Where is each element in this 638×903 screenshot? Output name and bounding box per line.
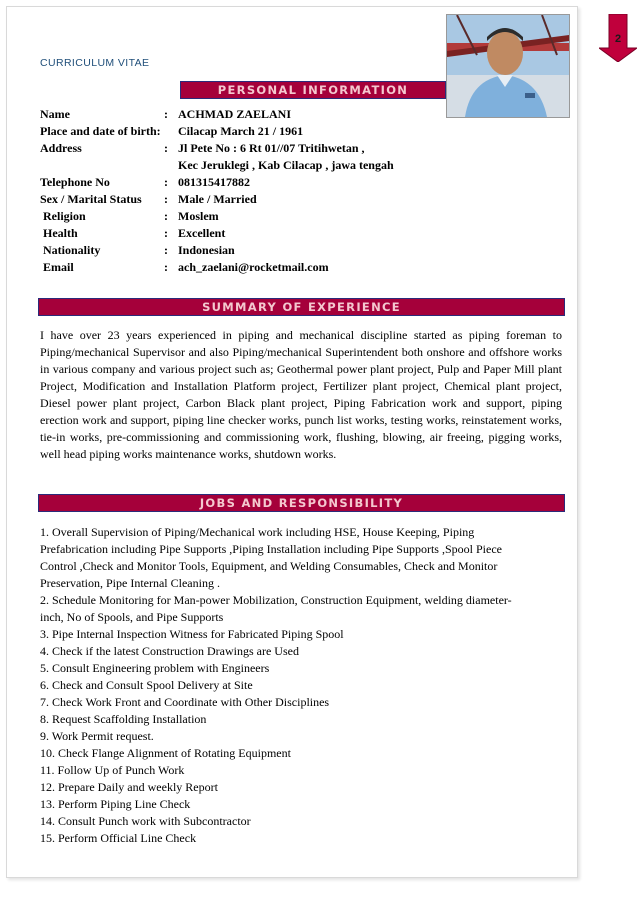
profile-photo bbox=[446, 14, 570, 118]
jobs-line: 11. Follow Up of Punch Work bbox=[40, 763, 185, 777]
jobs-line: 12. Prepare Daily and weekly Report bbox=[40, 780, 218, 794]
personal-info-row-health bbox=[40, 225, 394, 242]
info-colon bbox=[164, 157, 178, 174]
info-label: Nationality bbox=[43, 243, 101, 257]
jobs-line: 2. Schedule Monitoring for Man-power Mobilization, Construction Equipment, welding diameter- bbox=[40, 593, 512, 607]
info-colon: : bbox=[164, 192, 168, 206]
section-bar-summary-of-experience: SUMMARY OF EXPERIENCE bbox=[38, 298, 565, 316]
jobs-line: inch, No of Spools, and Pipe Supports bbox=[40, 610, 224, 624]
jobs-line: Preservation, Pipe Internal Cleaning . bbox=[40, 576, 220, 590]
summary-paragraph: I have over 23 years experienced in piping and mechanical discipline started as piping foreman to Piping/mechanical Supervisor and also Piping/mechanical Superintendent both onshore and offshore works in various company and various project such as; Geothermal power plant project, Pulp and Paper Mill plant Project, Modification and Installation Platform project, Fertilizer plant project, Chemical plant project, Diesel power plant project, Carbon Black plant project, Piping Fabrication work and support, piping erection work and support, piping line checker works, punch list works, testing works, reinstatement works, tie-in works, pre-commissioning and commissioning work, flushing, blowing, air freeing, pigging works, well head piping works maintenance works, shutdown works. bbox=[40, 328, 562, 461]
personal-info-row-religion bbox=[40, 208, 394, 225]
info-colon: : bbox=[164, 243, 168, 257]
info-label: Address bbox=[40, 141, 82, 155]
info-value: Jl Pete No : 6 Rt 01//07 Tritihwetan , bbox=[178, 141, 365, 155]
personal-info-row-telephone bbox=[40, 174, 394, 191]
jobs-line: 14. Consult Punch work with Subcontractor bbox=[40, 814, 251, 828]
info-label bbox=[40, 157, 164, 174]
jobs-line: 15. Perform Official Line Check bbox=[40, 831, 197, 845]
info-value: Kec Jeruklegi , Kab Cilacap , jawa tengah bbox=[178, 158, 394, 172]
section-bar-personal-information: PERSONAL INFORMATION bbox=[180, 81, 446, 99]
info-label: Telephone No bbox=[40, 175, 110, 189]
personal-info-list bbox=[40, 106, 394, 276]
info-colon: : bbox=[164, 107, 168, 121]
personal-info-row-address bbox=[40, 140, 394, 157]
info-label: Religion bbox=[43, 209, 86, 223]
info-value: 081315417882 bbox=[178, 175, 250, 189]
jobs-line: 6. Check and Consult Spool Delivery at Site bbox=[40, 678, 253, 692]
jobs-list bbox=[40, 524, 566, 847]
jobs-line: 1. Overall Supervision of Piping/Mechanical work including HSE, House Keeping, Piping bbox=[40, 525, 475, 539]
page-number-tag bbox=[599, 14, 637, 62]
info-colon: : bbox=[164, 141, 168, 155]
personal-info-row-name bbox=[40, 106, 394, 123]
jobs-line: 3. Pipe Internal Inspection Witness for Fabricated Piping Spool bbox=[40, 627, 344, 641]
personal-info-row-birth bbox=[40, 123, 394, 140]
info-value: ach_zaelani@rocketmail.com bbox=[178, 260, 329, 274]
jobs-line: 4. Check if the latest Construction Drawings are Used bbox=[40, 644, 299, 658]
info-value: Cilacap March 21 / 1961 bbox=[178, 124, 304, 138]
info-label: Email bbox=[43, 260, 74, 274]
info-colon: : bbox=[164, 260, 168, 274]
jobs-line: Control ,Check and Monitor Tools, Equipment, and Welding Consumables, Check and Monitor bbox=[40, 559, 498, 573]
jobs-line: 8. Request Scaffolding Installation bbox=[40, 712, 207, 726]
jobs-line: 9. Work Permit request. bbox=[40, 729, 154, 743]
page-number: 2 bbox=[614, 33, 622, 45]
info-colon: : bbox=[164, 226, 168, 240]
info-colon: : bbox=[164, 209, 168, 223]
jobs-line: 13. Perform Piping Line Check bbox=[40, 797, 191, 811]
info-value: ACHMAD ZAELANI bbox=[178, 107, 292, 121]
document-heading: CURRICULUM VITAE bbox=[40, 57, 150, 69]
jobs-line: 7. Check Work Front and Coordinate with Other Disciplines bbox=[40, 695, 330, 709]
info-label: Sex / Marital Status bbox=[40, 192, 142, 206]
info-value: Indonesian bbox=[178, 243, 235, 257]
personal-info-row-sex-marital bbox=[40, 191, 394, 208]
profile-photo-illustration bbox=[447, 15, 569, 117]
info-colon: : bbox=[164, 175, 168, 189]
jobs-line: 10. Check Flange Alignment of Rotating Equipment bbox=[40, 746, 291, 760]
info-value: Moslem bbox=[178, 209, 219, 223]
info-label: Place and date of birth: bbox=[40, 124, 161, 138]
info-label: Name bbox=[40, 107, 70, 121]
section-bar-jobs-and-responsibility: JOBS AND RESPONSIBILITY bbox=[38, 494, 565, 512]
info-value: Male / Married bbox=[178, 192, 257, 206]
info-value: Excellent bbox=[178, 226, 226, 240]
personal-info-row-address-2 bbox=[40, 157, 394, 174]
personal-info-row-nationality bbox=[40, 242, 394, 259]
personal-info-row-email bbox=[40, 259, 394, 276]
jobs-line: Prefabrication including Pipe Supports ,Piping Installation including Pipe Supports ,Spool Piece bbox=[40, 542, 502, 556]
jobs-line: 5. Consult Engineering problem with Engineers bbox=[40, 661, 270, 675]
info-label: Health bbox=[43, 226, 78, 240]
